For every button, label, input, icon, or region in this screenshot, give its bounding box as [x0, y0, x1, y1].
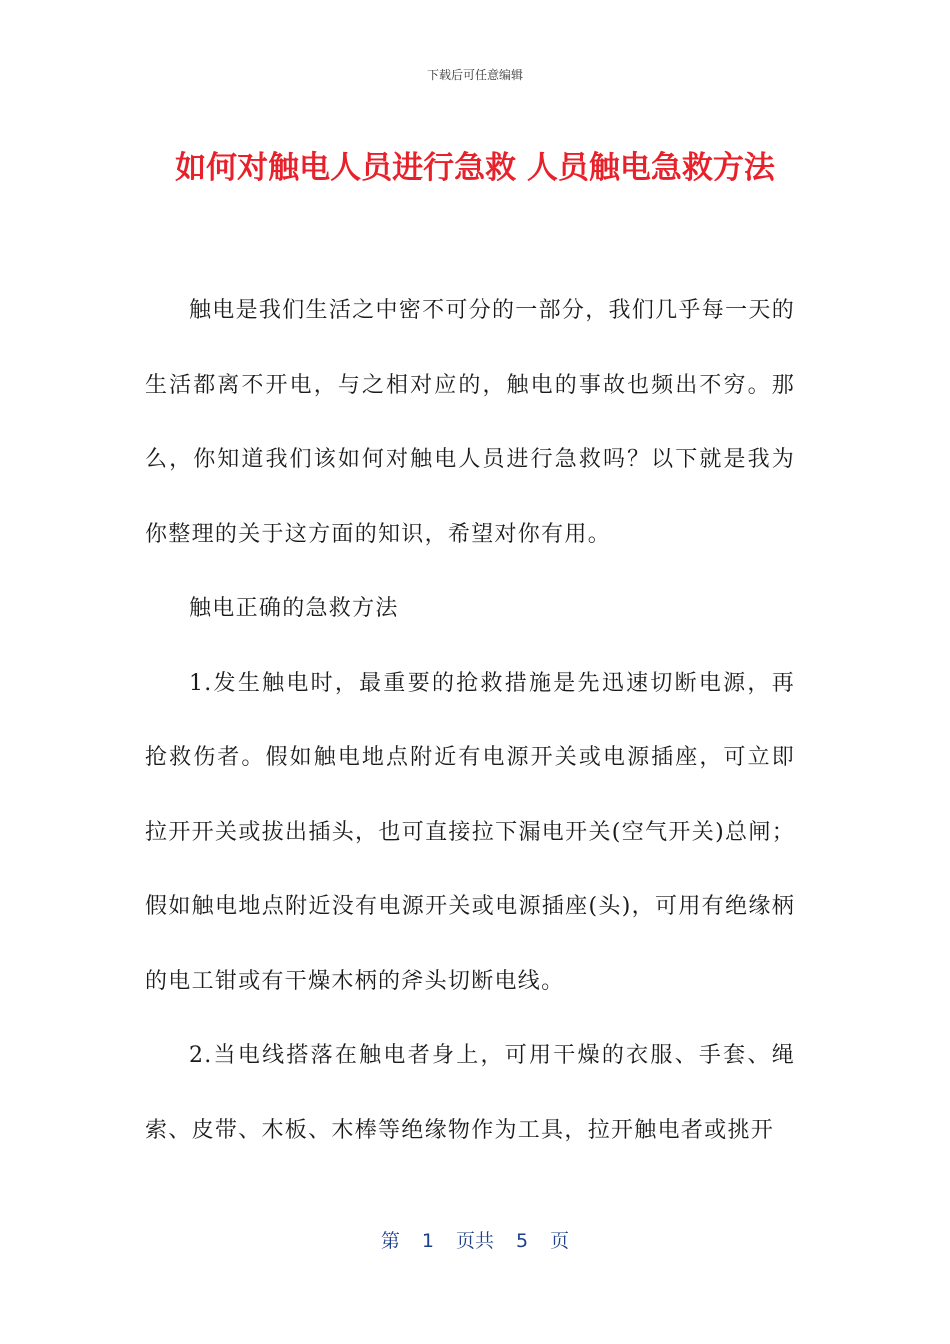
header-note: 下载后可任意编辑 — [426, 68, 523, 82]
document-body — [145, 274, 795, 1168]
section-heading: 触电正确的急救方法 — [189, 596, 399, 621]
page-footer — [0, 1226, 950, 1253]
paragraph-step-1: 1.发生触电时，最重要的抢救措施是先迅速切断电源，再抢救伤者。假如触电地点附近有电源开关或电源插座，可立即拉开开关或拔出插头，也可直接拉下漏电开关(空气开关)总闸；假如触电地点附近没有电源开关或电源插座(头)，可用有绝缘柄的电工钳或有干燥木柄的斧头切断电线。 — [145, 670, 795, 994]
footer-page-current: 1 — [421, 1230, 434, 1252]
footer-page-total: 5 — [516, 1230, 529, 1252]
paragraph-step-2: 2.当电线搭落在触电者身上，可用干燥的衣服、手套、绳索、皮带、木板、木棒等绝缘物作为工具，拉开触电者或挑开 — [145, 1043, 795, 1143]
footer-page-end: 页 — [550, 1230, 570, 1252]
footer-page-mid: 页共 — [455, 1230, 494, 1252]
paragraph-intro: 触电是我们生活之中密不可分的一部分，我们几乎每一天的生活都离不开电，与之相对应的，触电的事故也频出不穷。那么，你知道我们该如何对触电人员进行急救吗？以下就是我为你整理的关于这方面的知识，希望对你有用。 — [145, 298, 795, 547]
footer-page-label: 第 — [380, 1230, 400, 1252]
document-title: 如何对触电人员进行急救 人员触电急救方法 — [175, 150, 775, 186]
